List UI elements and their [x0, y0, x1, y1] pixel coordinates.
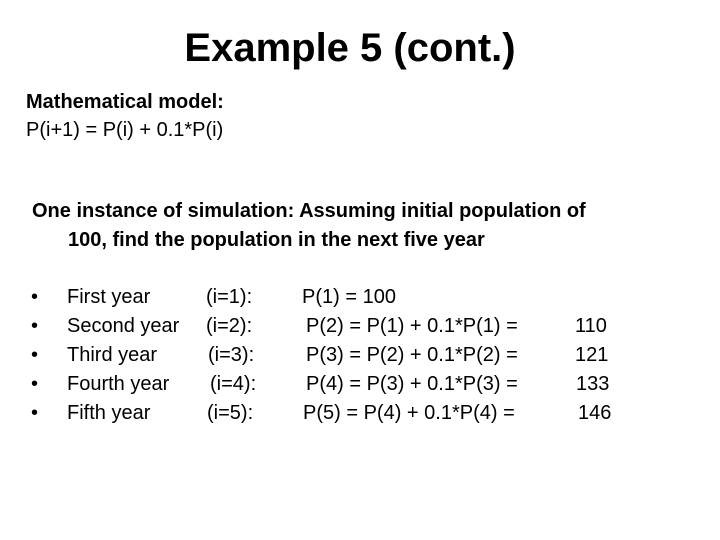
list-item	[0, 312, 720, 341]
result-value: 110	[575, 315, 607, 337]
list-item	[0, 399, 720, 428]
list-item	[0, 283, 720, 312]
slide-title: Example 5 (cont.)	[184, 26, 516, 70]
formula: P(5) = P(4) + 0.1*P(4) =	[303, 402, 515, 424]
simulation-instance-line-1: One instance of simulation: Assuming initial population of	[32, 200, 586, 222]
simulation-instance-line-2: 100, find the population in the next five year	[68, 229, 485, 251]
bullet-icon: •	[31, 402, 39, 424]
index-label: (i=4):	[210, 373, 257, 395]
model-equation: P(i+1) = P(i) + 0.1*P(i)	[26, 119, 224, 141]
year-label: Fourth year	[67, 373, 170, 395]
simulation-instance-text	[32, 197, 712, 255]
bullet-icon: •	[31, 286, 39, 308]
bullet-icon: •	[31, 373, 39, 395]
index-label: (i=3):	[208, 344, 255, 366]
population-steps-list	[0, 283, 720, 428]
formula: P(2) = P(1) + 0.1*P(1) =	[306, 315, 518, 337]
result-value: 133	[576, 373, 610, 395]
year-label: Second year	[67, 315, 180, 337]
bullet-icon: •	[31, 344, 39, 366]
year-label: Fifth year	[67, 402, 151, 424]
index-label: (i=1):	[206, 286, 253, 308]
formula: P(4) = P(3) + 0.1*P(3) =	[306, 373, 518, 395]
list-item	[0, 341, 720, 370]
formula: P(1) = 100	[302, 286, 396, 308]
year-label: Third year	[67, 344, 158, 366]
year-label: First year	[67, 286, 151, 308]
formula: P(3) = P(2) + 0.1*P(2) =	[306, 344, 518, 366]
list-item	[0, 370, 720, 399]
bullet-icon: •	[31, 315, 39, 337]
index-label: (i=2):	[206, 315, 253, 337]
index-label: (i=5):	[207, 402, 254, 424]
result-value: 146	[578, 402, 612, 424]
result-value: 121	[575, 344, 609, 366]
model-heading: Mathematical model:	[26, 91, 224, 113]
